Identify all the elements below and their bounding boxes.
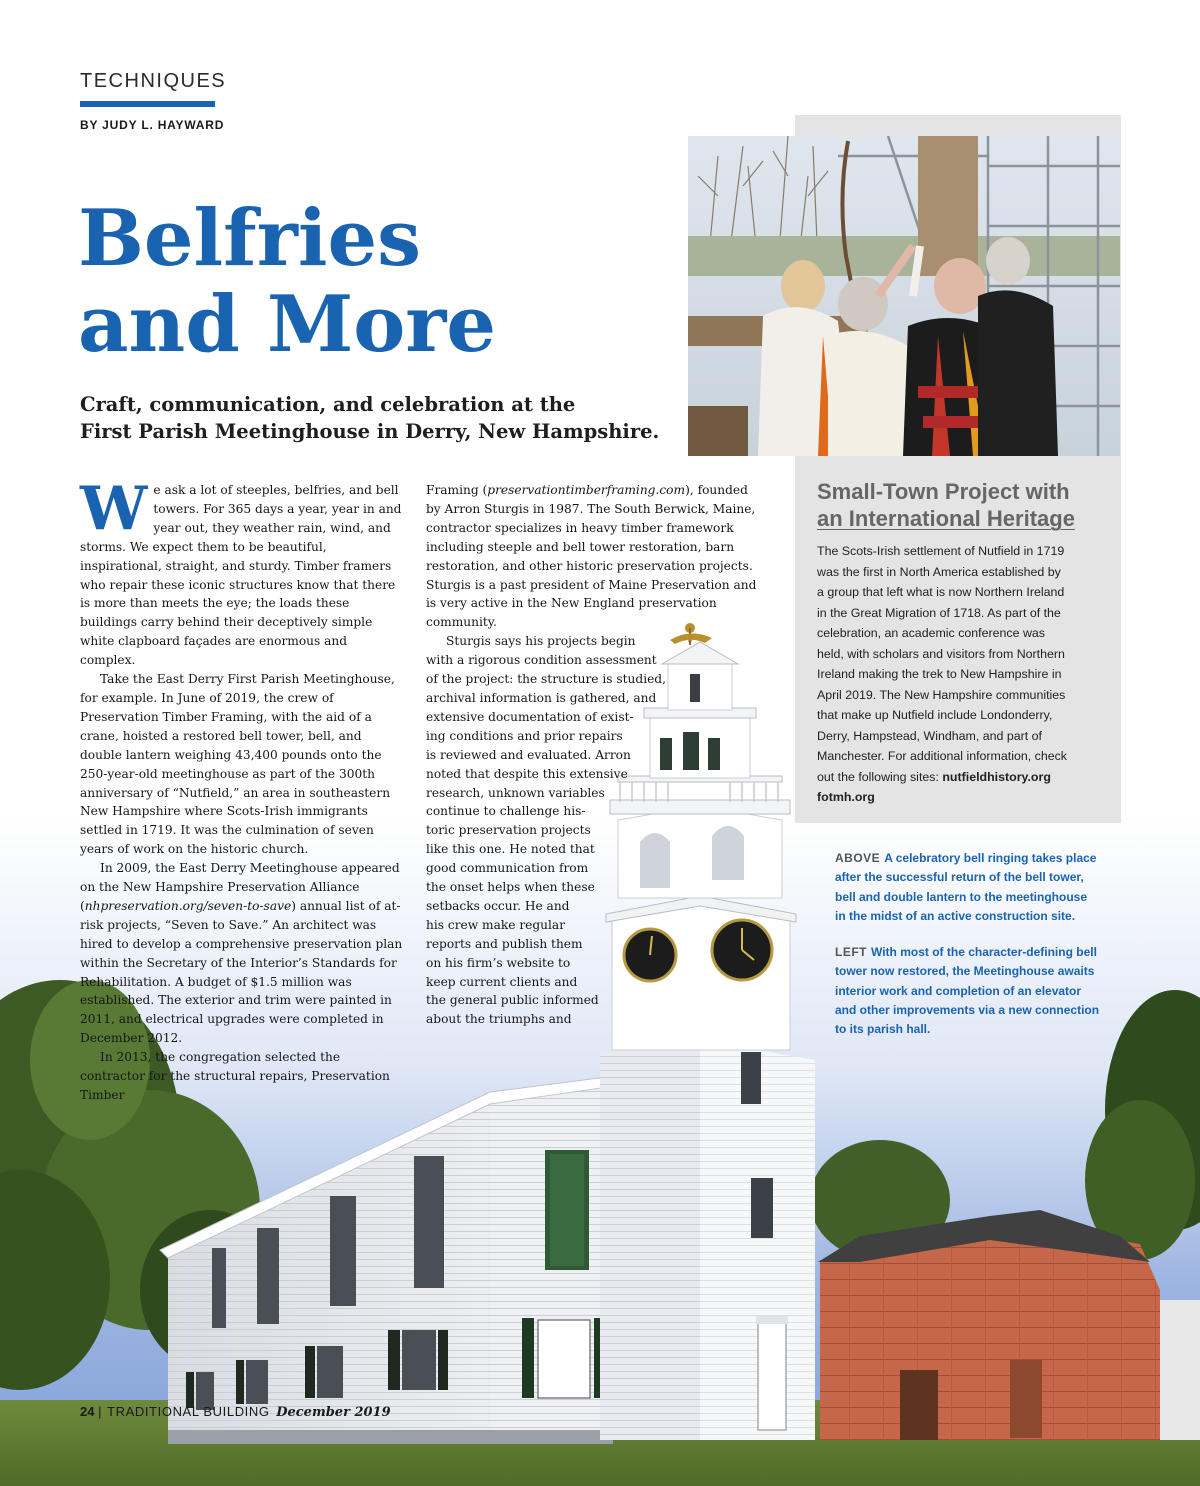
sidebar-title-line-2: an International Heritage bbox=[817, 506, 1075, 531]
sidebar-line: in the Great Migration of 1718. As part of the bbox=[817, 605, 1061, 620]
article-line: community. bbox=[426, 615, 497, 630]
caption-line: and other improvements via a new connection bbox=[835, 1002, 1100, 1017]
article-line: extensive documentation of exist- bbox=[426, 709, 634, 724]
article-paragraph: In 2013, the congregation selected the contractor for the structural repairs, Preservation Timber bbox=[80, 1050, 390, 1102]
section-rule bbox=[80, 101, 215, 107]
article-line: is reviewed and evaluated. Arron bbox=[426, 747, 631, 762]
byline: BY JUDY L. HAYWARD bbox=[80, 118, 225, 132]
article-line: on his firm’s website to bbox=[426, 955, 571, 970]
caption-line: in the midst of an active construction site. bbox=[835, 908, 1076, 923]
sidebar-line: Ireland making the trek to New Hampshire in bbox=[817, 667, 1062, 681]
caption-line: interior work and completion of an elevator bbox=[835, 983, 1082, 998]
article-line: Sturgis says his projects begin bbox=[446, 634, 636, 649]
sidebar-line bbox=[817, 787, 1117, 808]
article-line bbox=[426, 481, 748, 500]
deck-line-2: First Parish Meetinghouse in Derry, New Hampshire. bbox=[80, 420, 660, 443]
article-column-2 bbox=[426, 481, 757, 1029]
caption-left bbox=[835, 943, 1125, 1039]
article-line: the general public informed bbox=[426, 993, 599, 1008]
article-line: good communication from bbox=[426, 861, 589, 876]
article-line: reports and publish them bbox=[426, 936, 583, 951]
headline-line-1: Belfries bbox=[78, 193, 422, 284]
article-line: is very active in the New England preservation bbox=[426, 596, 717, 611]
article-line: continue to challenge his- bbox=[426, 804, 586, 819]
article-line: noted that despite this extensive bbox=[426, 766, 628, 781]
nutfieldhistory-link[interactable]: nutfieldhistory.org bbox=[942, 769, 1051, 784]
sidebar-line: held, with scholars and visitors from Northern bbox=[817, 646, 1065, 661]
footer-separator: | bbox=[98, 1404, 102, 1419]
article-paragraph bbox=[80, 474, 404, 670]
article-paragraph bbox=[80, 859, 404, 1048]
issue-date: December 2019 bbox=[276, 1405, 391, 1420]
sidebar-line: April 2019. The New Hampshire communities bbox=[817, 687, 1066, 702]
article-line: about the triumphs and bbox=[426, 1012, 572, 1027]
sidebar-line-text: out the following sites: bbox=[817, 769, 943, 784]
section-label: TECHNIQUES bbox=[80, 70, 227, 92]
article-line: of the project: the structure is studied, bbox=[426, 672, 666, 687]
article-line: restoration, and other historic preservation projects. bbox=[426, 558, 753, 573]
caption-key: ABOVE bbox=[835, 851, 881, 865]
article-line: by Arron Sturgis in 1987. The South Berwick, Maine, bbox=[426, 501, 756, 516]
preservation-timber-framing-link[interactable]: preservationtimberframing.com bbox=[487, 483, 686, 497]
fotmh-link[interactable]: fotmh.org bbox=[817, 790, 875, 804]
article-line: keep current clients and bbox=[426, 974, 578, 989]
sidebar-body bbox=[817, 541, 1117, 808]
drop-cap: W bbox=[80, 474, 148, 544]
caption-line bbox=[835, 849, 1125, 868]
article-line: the onset helps when these bbox=[426, 880, 595, 895]
article-line: his crew make regular bbox=[426, 917, 566, 932]
sidebar-line bbox=[817, 767, 1117, 788]
headline-line-2: and More bbox=[78, 279, 497, 370]
caption-line: after the successful return of the bell tower, bbox=[835, 870, 1084, 885]
sidebar-line: Derry, Hampstead, Windham, and part of bbox=[817, 728, 1042, 743]
caption-line: bell and double lantern to the meetinghouse bbox=[835, 889, 1088, 904]
headline bbox=[78, 193, 678, 370]
bell-ringing-photo-image bbox=[688, 136, 1120, 456]
page-footer bbox=[80, 1404, 391, 1420]
article-line: setbacks occur. He and bbox=[426, 898, 570, 913]
article-line: with a rigorous condition assessment bbox=[426, 653, 657, 668]
sidebar-line: was the first in North America established by bbox=[817, 564, 1061, 579]
sidebar-title-line-1: Small-Town Project with bbox=[817, 479, 1070, 504]
caption-above bbox=[835, 849, 1125, 926]
sidebar-title bbox=[817, 478, 1117, 532]
article-line: like this one. He noted that bbox=[426, 842, 595, 857]
article-line: archival information is gathered, and bbox=[426, 690, 657, 705]
publication-name: TRADITIONAL BUILDING bbox=[107, 1404, 270, 1419]
paragraph-text: In 2009, the East Derry Meetinghouse appeared on the New Hampshire Preservation Alliance ( bbox=[80, 861, 400, 913]
paragraph-text: e ask a lot of steeples, belfries, and bell towers. For 365 days a year, year in and year out, they weather rain, wind, and storms. We expect them to be beautiful, inspirational, straight, and sturdy. Timber framers who repair these iconic structures know that there is more than meets the eye; the loads these buildings carry behind their deceptively simple white clapboard façades are enormous and complex. bbox=[80, 483, 402, 668]
caption-text: A celebratory bell ringing takes place bbox=[884, 851, 1097, 865]
caption-text: With most of the character-defining bell bbox=[871, 945, 1097, 959]
line-text: ), founded bbox=[685, 483, 748, 497]
article-paragraph: Take the East Derry First Parish Meetinghouse, for example. In June of 2019, the crew of Preservation Timber Framing, with the aid of a crane, hoisted a restored bell tower, bell, and double lantern weighing 43,400 pounds onto the 250-year-old meetinghouse as part of the 300th anniversary of “Nutfield,” an area in southeastern New Hampshire where Scots-Irish immigrants settled in 1719. It was the culmination of seven years of work on the historic church. bbox=[80, 672, 395, 857]
paragraph-text: ) annual list of at-risk projects, “Seven to Save.” An architect was hired to develop a comprehensive preservation plan within the Secretary of the Interior’s Standards for Rehabilitation. A budget of $1.5 million was established. The exterior and trim were painted in 2011, and electrical upgrades were completed in December 2012. bbox=[80, 898, 403, 1046]
article-line: toric preservation projects bbox=[426, 823, 591, 838]
caption-line: to its parish hall. bbox=[835, 1022, 931, 1037]
article-line: Sturgis is a past president of Maine Preservation and bbox=[426, 577, 757, 592]
article-line: research, unknown variables bbox=[426, 785, 605, 800]
deck-line-1: Craft, communication, and celebration at the bbox=[80, 393, 576, 416]
line-text: Framing ( bbox=[426, 483, 488, 497]
caption-line bbox=[835, 943, 1125, 962]
bell-ringing-photo bbox=[688, 136, 1120, 456]
sidebar-line: The Scots-Irish settlement of Nutfield in 1719 bbox=[817, 544, 1065, 558]
article-line: ing conditions and prior repairs bbox=[426, 728, 623, 743]
sidebar-line: Manchester. For additional information, check bbox=[817, 749, 1068, 763]
caption-line: tower now restored, the Meetinghouse awaits bbox=[835, 964, 1095, 979]
deck bbox=[80, 391, 680, 445]
article-line: including steeple and bell tower restoration, barn bbox=[426, 539, 735, 554]
article-column-1 bbox=[80, 474, 404, 1105]
page-number: 24 bbox=[80, 1404, 95, 1419]
sidebar-line: a group that left what is now Northern Ireland bbox=[817, 585, 1065, 599]
sidebar-line: that make up Nutfield include Londonderry, bbox=[817, 708, 1053, 722]
sidebar-line: celebration, an academic conference was bbox=[817, 626, 1045, 640]
article-line: contractor specializes in heavy timber framework bbox=[426, 520, 734, 535]
caption-key: LEFT bbox=[835, 945, 867, 959]
nhpreservation-link[interactable]: nhpreservation.org/seven-to-save bbox=[84, 898, 292, 913]
